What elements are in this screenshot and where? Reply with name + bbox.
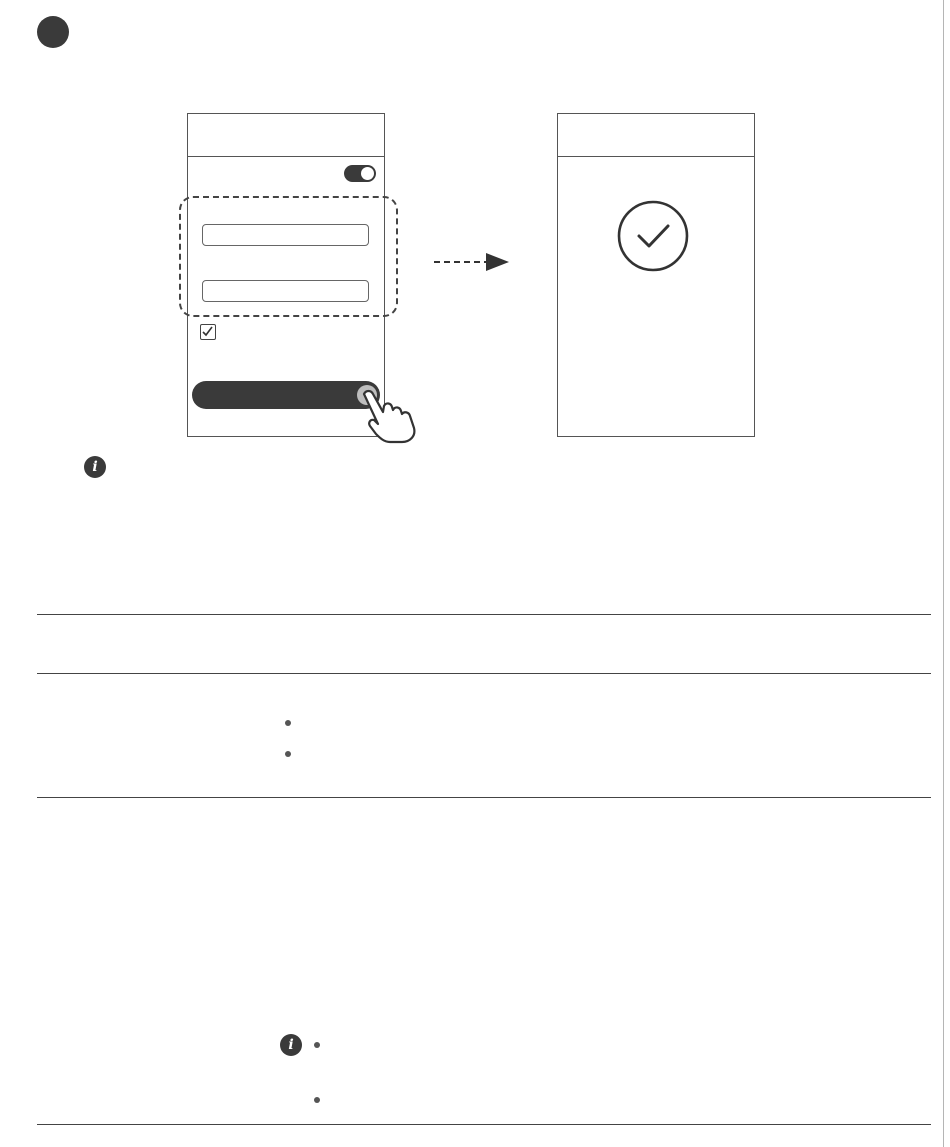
bullet-icon [314,1097,320,1103]
table-row-rule [37,797,931,798]
success-screen-mockup [557,113,755,437]
table-top-rule [37,614,931,615]
credentials-highlight [179,196,398,317]
header-divider [558,156,754,157]
info-icon: i [84,456,106,478]
step-marker-icon [37,16,69,48]
table-bottom-rule [37,1124,931,1125]
check-icon [201,325,214,338]
bullet-icon [285,751,291,757]
header-divider [188,156,384,157]
bullet-icon [314,1042,320,1048]
agreement-checkbox[interactable] [200,324,216,340]
dashed-arrow-right-icon [432,251,512,273]
page-edge-rule [943,0,944,1147]
bullet-icon [285,720,291,726]
checkmark-circle-icon [617,198,689,274]
tap-hand-icon [348,380,418,444]
toggle-switch-icon[interactable] [344,165,376,182]
info-icon: i [280,1034,302,1056]
table-row-rule [37,673,931,674]
